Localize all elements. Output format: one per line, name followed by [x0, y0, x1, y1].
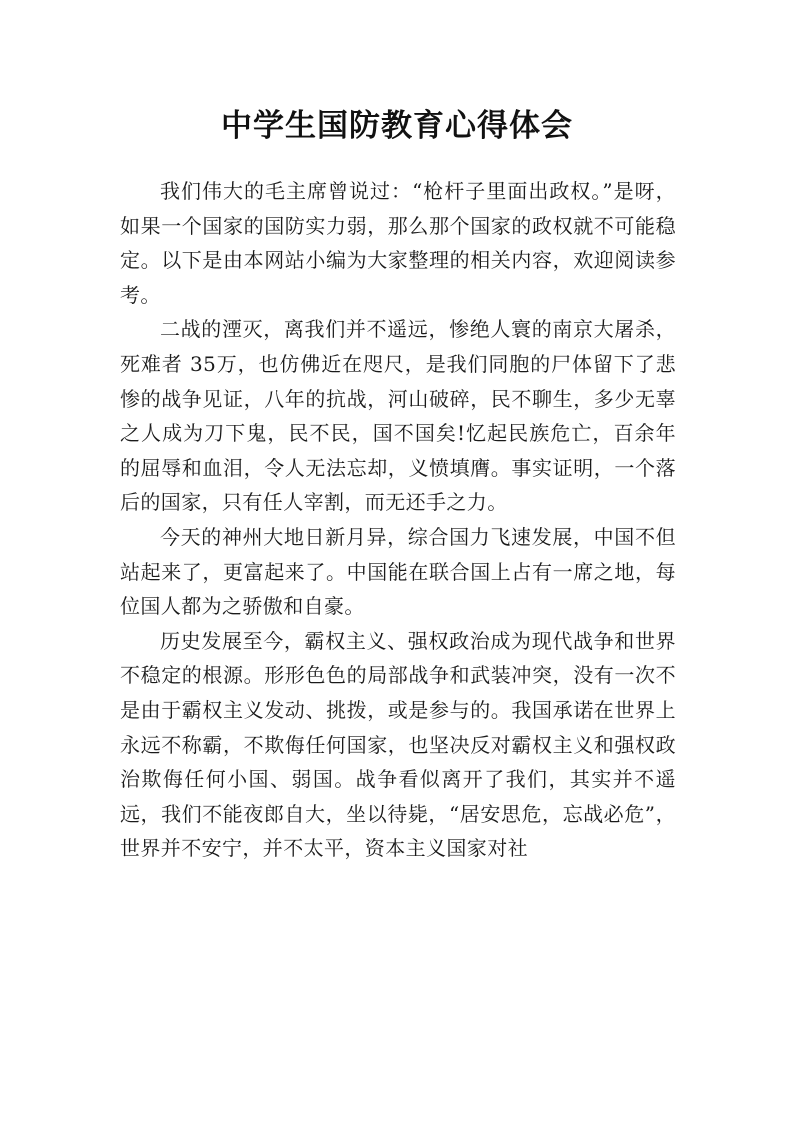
paragraph: 二战的湮灭，离我们并不遥远，惨绝人寰的南京大屠杀，死难者 35万，也仿佛近在咫尺，是我们同胞的尸体留下了悲惨的战争见证，八年的抗战，河山破碎，民不聊生，多少无辜之人成为刀下鬼，民不民，国不国矣!忆起民族危亡，百余年的屈辱和血泪，令人无法忘却，义愤填膺。事实证明，一个落后的国家，只有任人宰割，而无还手之力。 — [120, 317, 676, 515]
paragraph: 历史发展至今，霸权主义、强权政治成为现代战争和世界不稳定的根源。形形色色的局部战争和武装冲突，没有一次不是由于霸权主义发动、挑拨，或是参与的。我国承诺在世界上永远不称霸，不欺侮任何国家，也坚决反对霸权主义和强权政治欺侮任何小国、弱国。战争看似离开了我们，其实并不遥远，我们不能夜郎自大，坐以待毙，“居安思危，忘战必危”，世界并不安宁，并不太平，资本主义国家对社 — [120, 628, 676, 861]
paragraph: 今天的神州大地日新月异，综合国力飞速发展，中国不但站起来了，更富起来了。中国能在联合国上占有一席之地，每位国人都为之骄傲和自豪。 — [120, 524, 676, 619]
document-body — [120, 174, 676, 866]
document-title: 中学生国防教育心得体会 — [221, 108, 573, 144]
paragraph: 我们伟大的毛主席曾说过：“枪杆子里面出政权。”是呀，如果一个国家的国防实力弱，那么那个国家的政权就不可能稳定。以下是由本网站小编为大家整理的相关内容，欢迎阅读参考。 — [120, 179, 676, 307]
